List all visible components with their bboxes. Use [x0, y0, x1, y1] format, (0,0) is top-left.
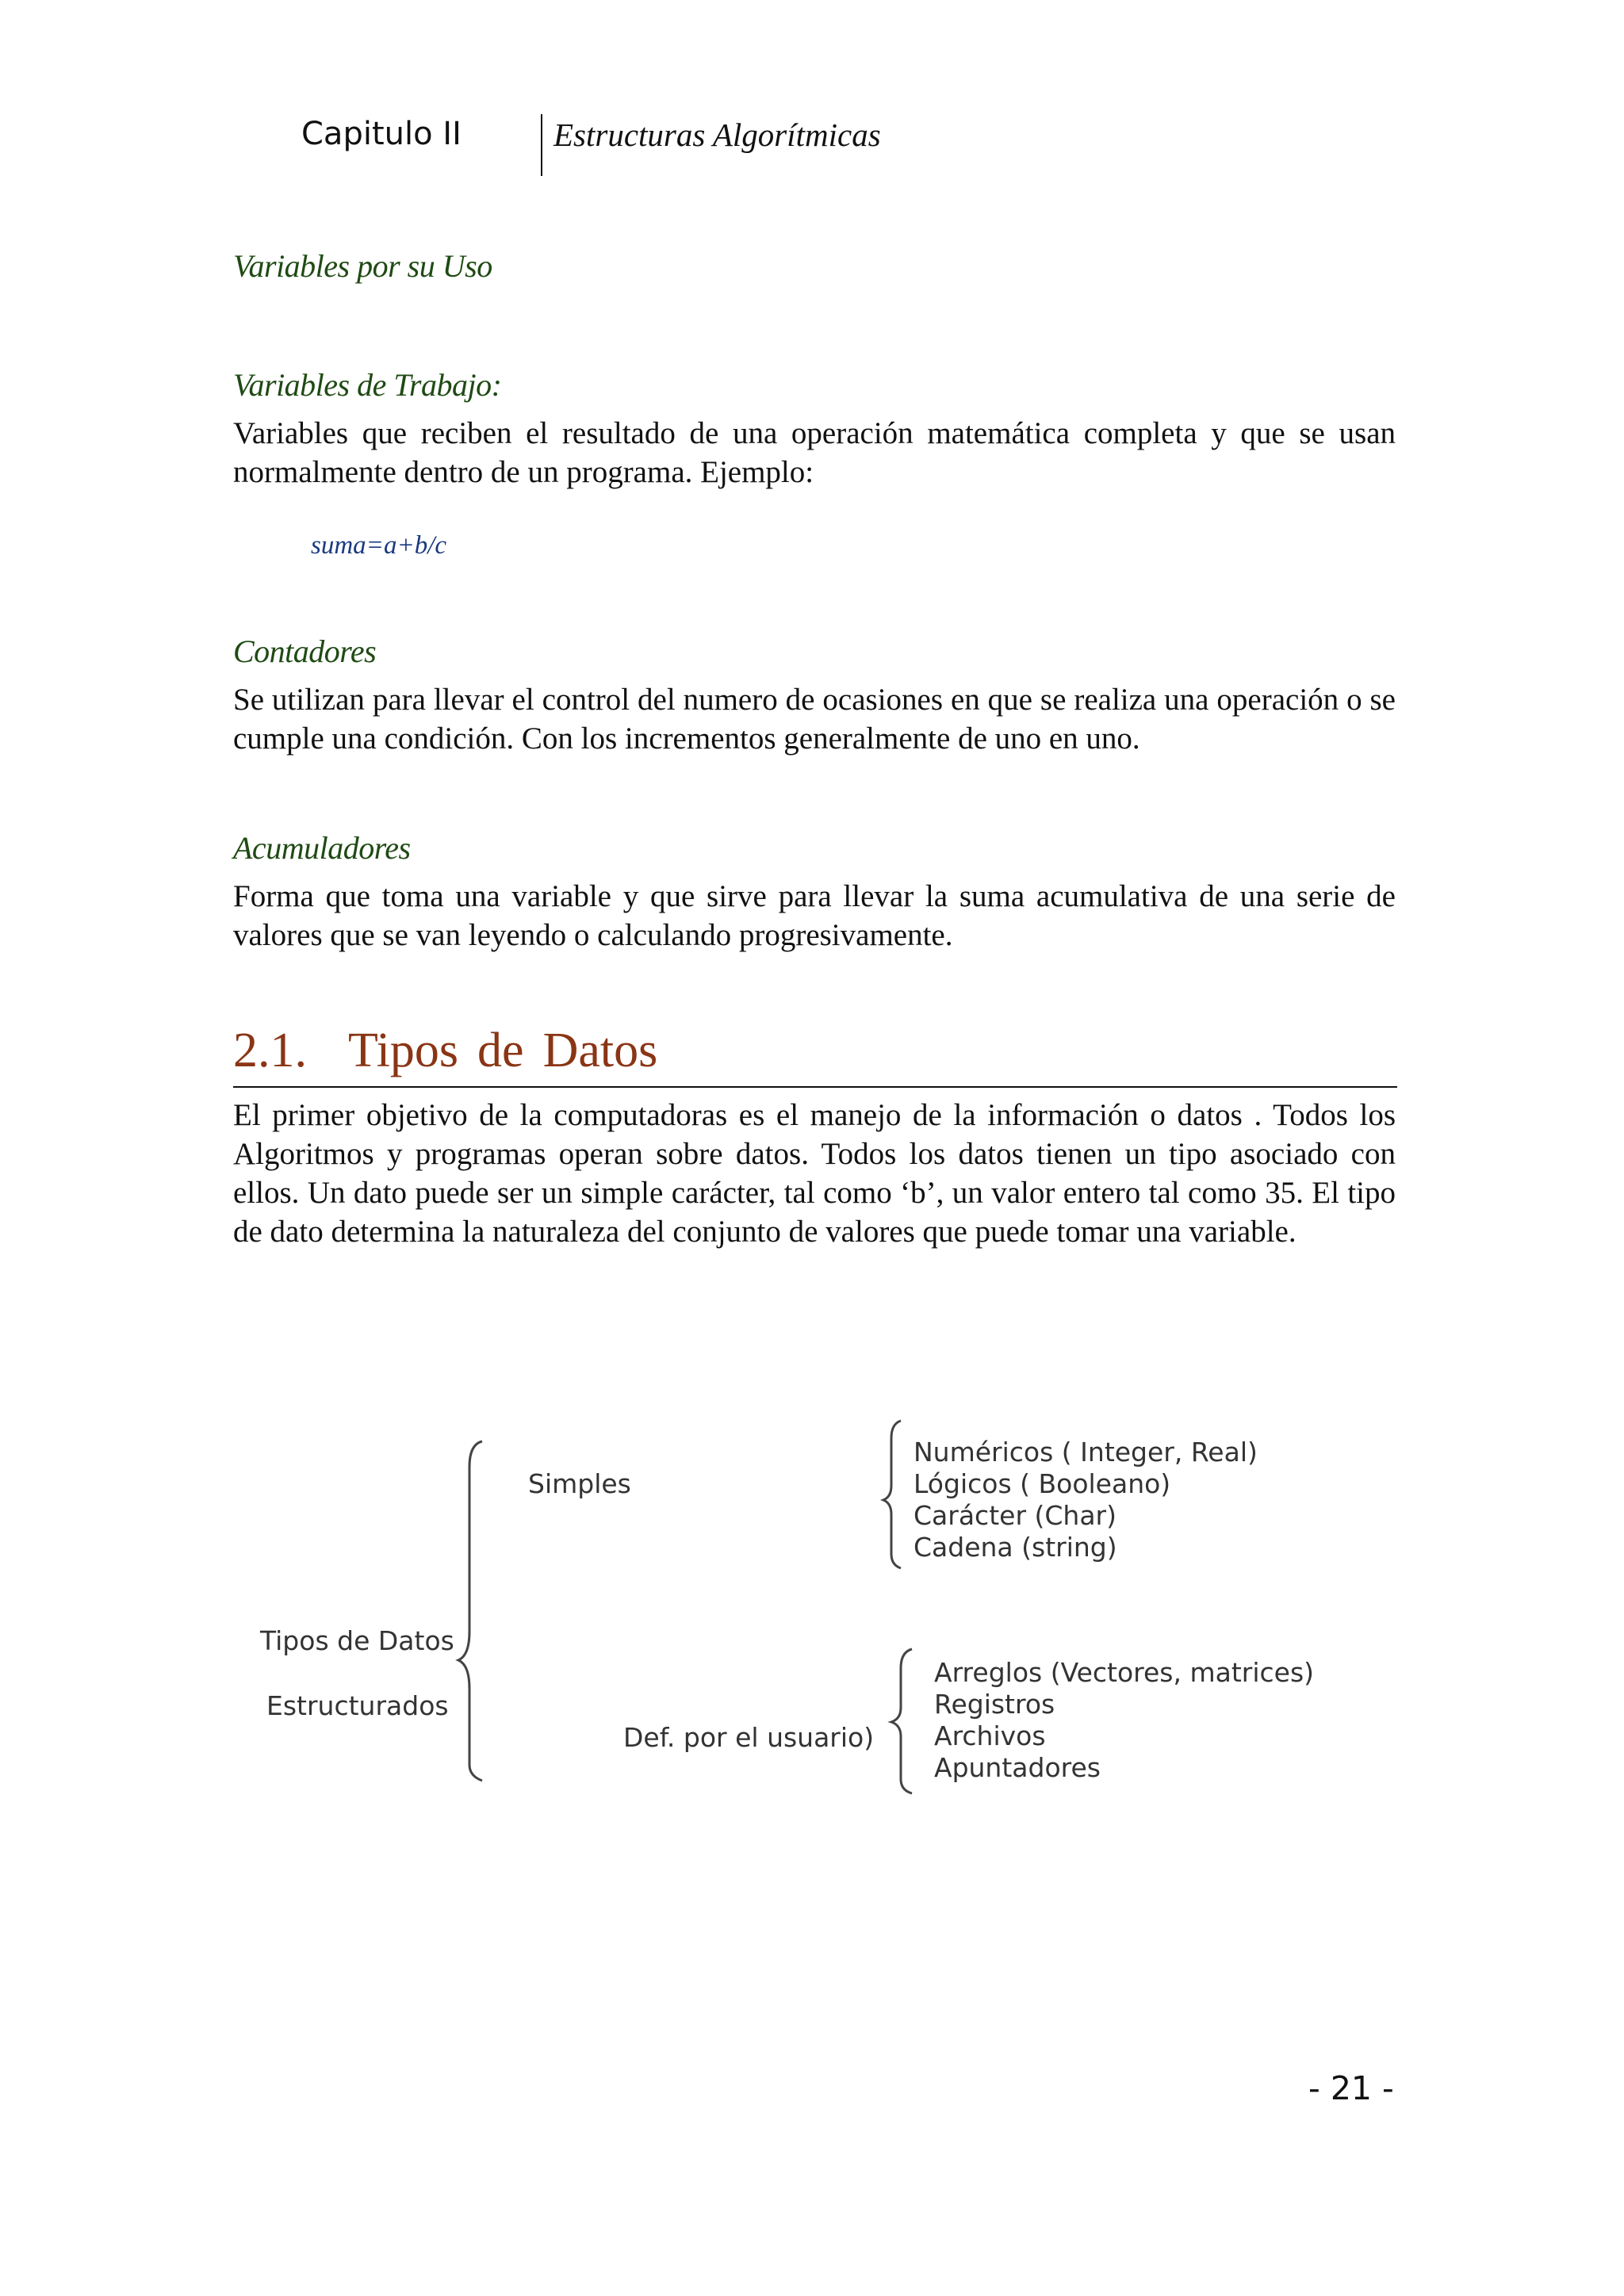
heading-variables-trabajo: Variables de Trabajo: — [233, 367, 502, 403]
section-title-word-2: de — [477, 1024, 524, 1077]
diagram-simples-item: Numéricos ( Integer, Real) — [914, 1437, 1258, 1468]
diagram-simples-item: Cadena (string) — [914, 1532, 1117, 1563]
section-title-word-3: Datos — [542, 1024, 658, 1077]
diagram-simples-label: Simples — [528, 1468, 631, 1499]
chapter-label: Capitulo II — [301, 116, 462, 152]
heading-acumuladores: Acumuladores — [233, 830, 411, 866]
paragraph-acumuladores: Forma que toma una variable y que sirve para llevar la suma acumulativa de una serie de valores que se van leyendo o calculando progresivamente. — [233, 879, 1396, 952]
diagram-usuario-item: Registros — [934, 1689, 1055, 1720]
diagram-simples-item: Carácter (Char) — [914, 1500, 1116, 1531]
usuario-brace — [891, 1649, 912, 1793]
data-types-diagram — [246, 1403, 1372, 1816]
root-brace — [458, 1441, 482, 1781]
section-number: 2.1. — [233, 1024, 307, 1077]
section-rule — [233, 1086, 1397, 1088]
heading-variables-uso: Variables por su Uso — [233, 248, 492, 284]
paragraph-contadores: Se utilizan para llevar el control del numero de ocasiones en que se realiza una operación o se cumple una condición. Con los incrementos generalmente de uno en uno. — [233, 683, 1396, 756]
diagram-root-sublabel: Estructurados — [266, 1690, 449, 1721]
header-divider — [541, 114, 542, 176]
diagram-usuario-item: Arreglos (Vectores, matrices) — [934, 1657, 1315, 1688]
simples-brace — [883, 1421, 901, 1568]
page-number: - 21 - — [1308, 2069, 1394, 2107]
section-title — [233, 1023, 657, 1079]
paragraph-variables-trabajo: Variables que reciben el resultado de una operación matemática completa y que se usan normalmente dentro de un programa. Ejemplo: — [233, 416, 1396, 489]
section-title-word-1: Tipos — [348, 1024, 459, 1077]
diagram-usuario-item: Archivos — [934, 1720, 1046, 1751]
diagram-usuario-label: Def. por el usuario) — [623, 1722, 875, 1753]
heading-contadores: Contadores — [233, 633, 377, 669]
chapter-title: Estructuras Algorítmicas — [553, 117, 881, 153]
code-example: suma=a+b/c — [311, 531, 447, 560]
paragraph-tipos-datos: El primer objetivo de la computadoras es el manejo de la información o datos . Todos los Algoritmos y programas operan sobre datos. Todos los datos tienen un tipo asociado con ellos. Un dato puede ser un simple carácter, tal como ‘b’, un valor entero tal como 35. El tipo de dato determina la naturaleza del conjunto de valores que puede tomar una variable. — [233, 1098, 1396, 1249]
diagram-usuario-item: Apuntadores — [934, 1752, 1101, 1783]
diagram-simples-item: Lógicos ( Booleano) — [914, 1468, 1171, 1499]
diagram-root-label: Tipos de Datos — [260, 1625, 454, 1656]
